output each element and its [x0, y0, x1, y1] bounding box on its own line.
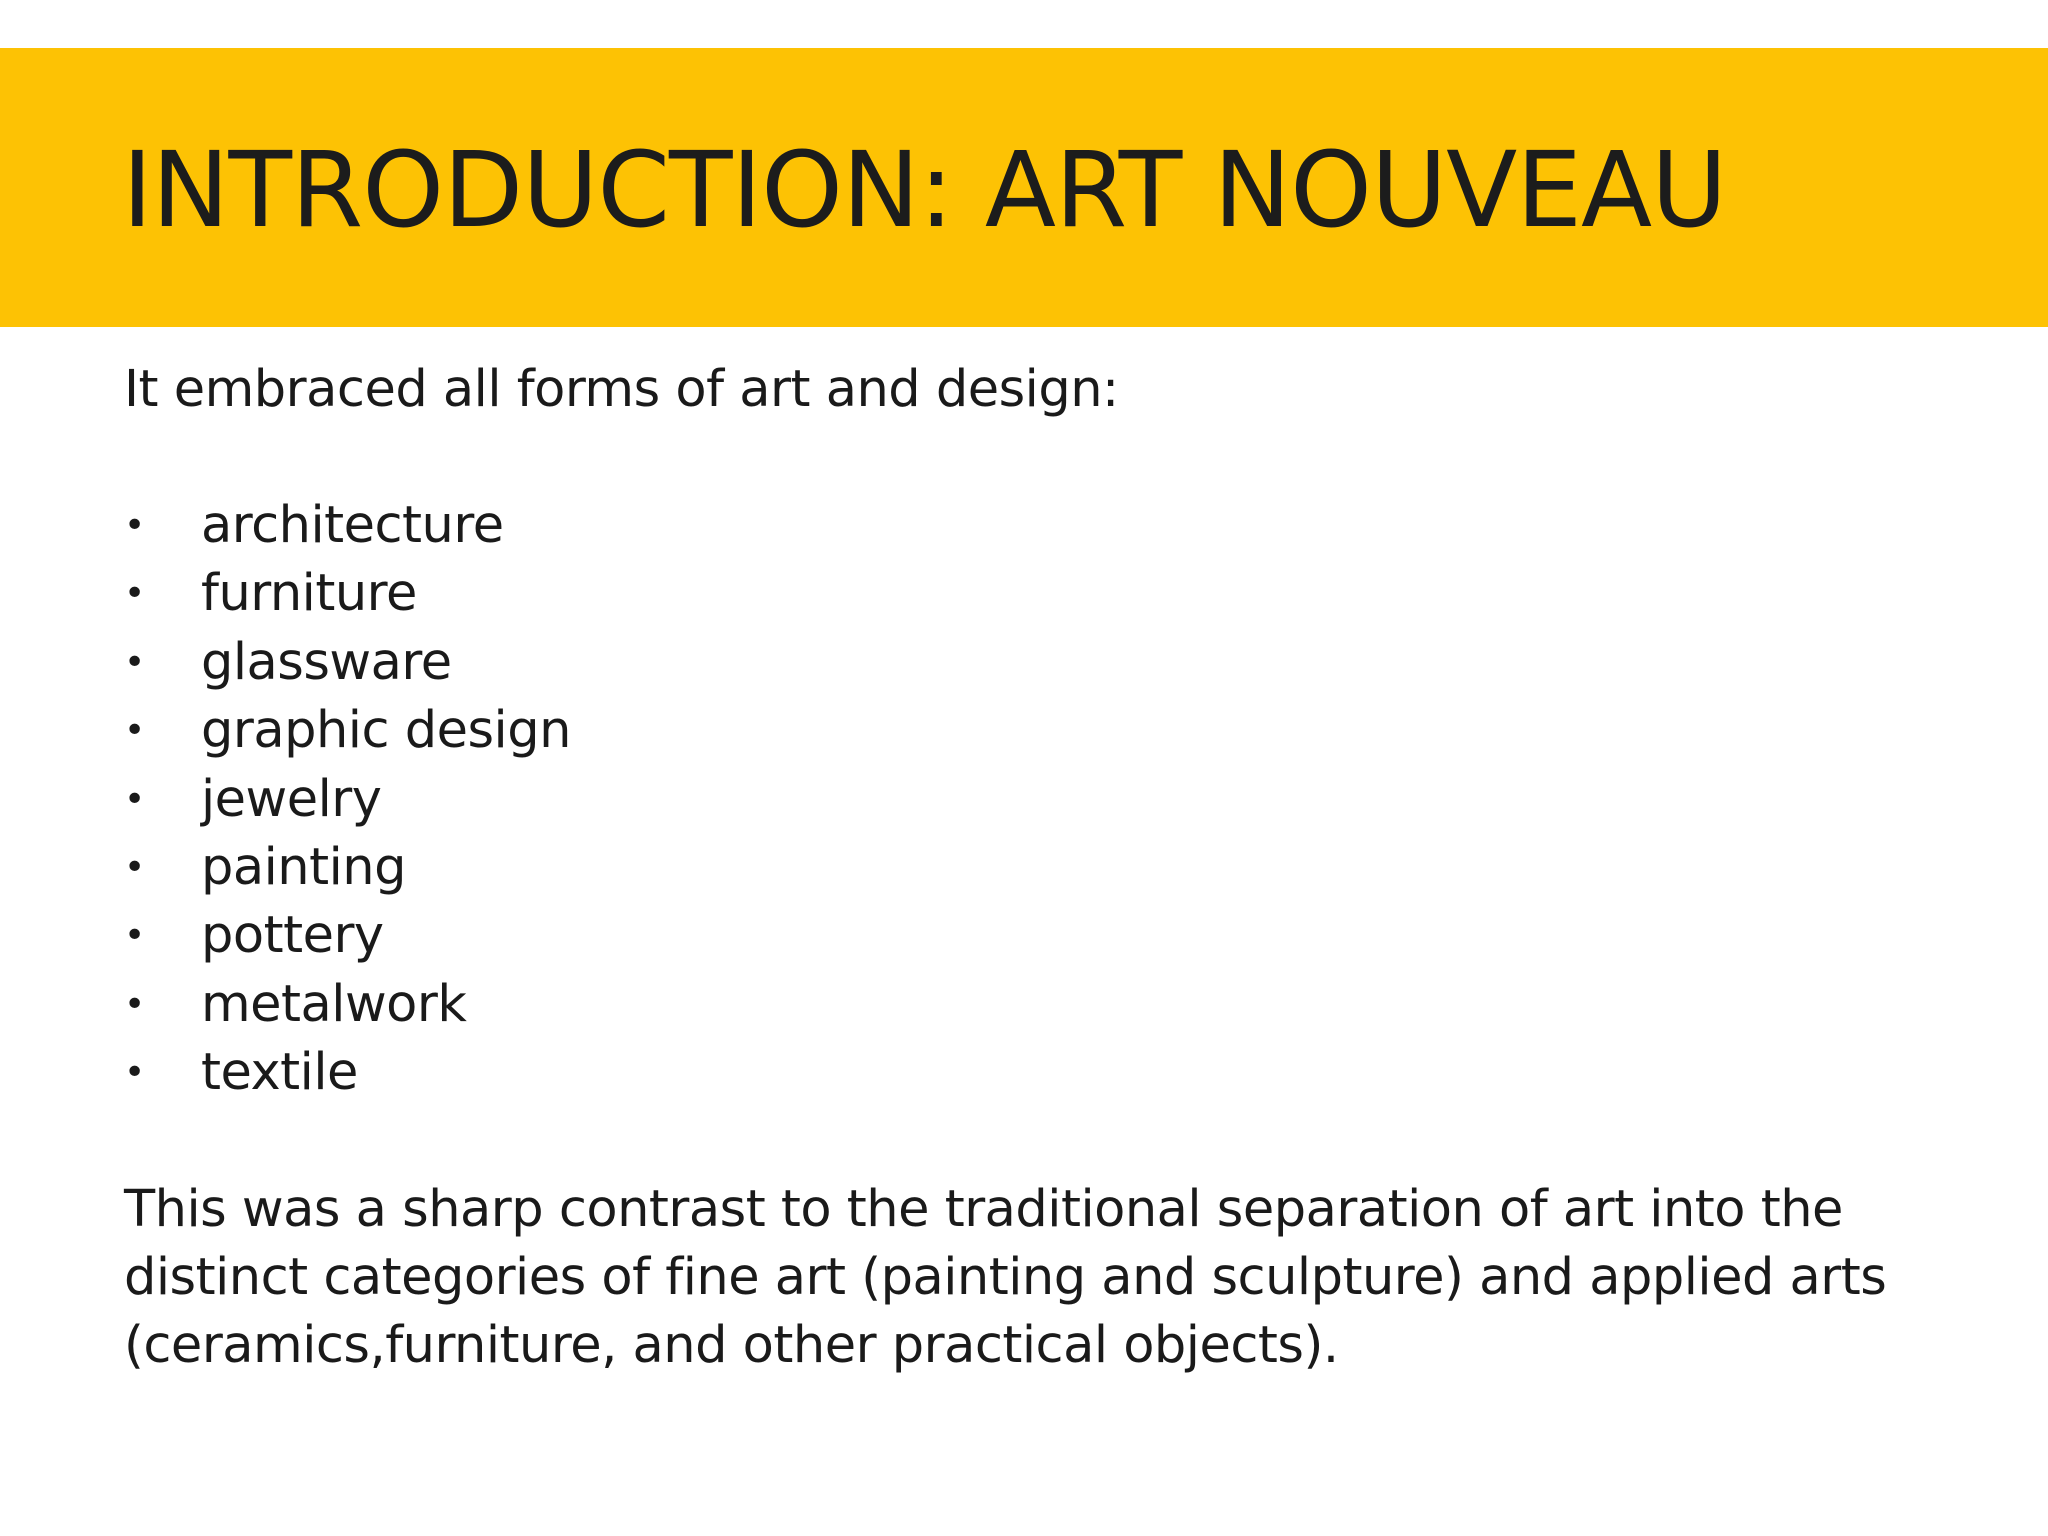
list-item-label: graphic design [201, 701, 571, 761]
bullet-icon: • [124, 1052, 145, 1094]
list-item-label: furniture [201, 564, 417, 624]
bullet-icon: • [124, 778, 145, 820]
bullet-icon: • [124, 641, 145, 683]
list-item-label: painting [201, 837, 406, 897]
closing-paragraph: This was a sharp contrast to the traditional separation of art into the distinct categories of fine art (painting and sculpture) and applied arts (ceramics,furniture, and other practical objects). [124, 1180, 1887, 1375]
list-item-label: architecture [201, 496, 504, 555]
intro-text: It embraced all forms of art and design: [124, 360, 1119, 419]
list-item-label: glassware [201, 632, 452, 692]
bullet-icon: • [124, 710, 145, 752]
bullet-icon: • [124, 505, 145, 546]
list-item-label: metalwork [201, 974, 467, 1034]
slide-title: INTRODUCTION: ART NOUVEAU [122, 129, 1727, 251]
bullet-icon: • [124, 573, 145, 615]
list-item-label: jewelry [201, 769, 382, 829]
bullet-icon: • [124, 915, 145, 957]
list-item-label: textile [201, 1043, 358, 1103]
bullet-icon: • [124, 983, 145, 1025]
list-item-label: pottery [201, 906, 384, 966]
bullet-icon: • [124, 846, 145, 888]
